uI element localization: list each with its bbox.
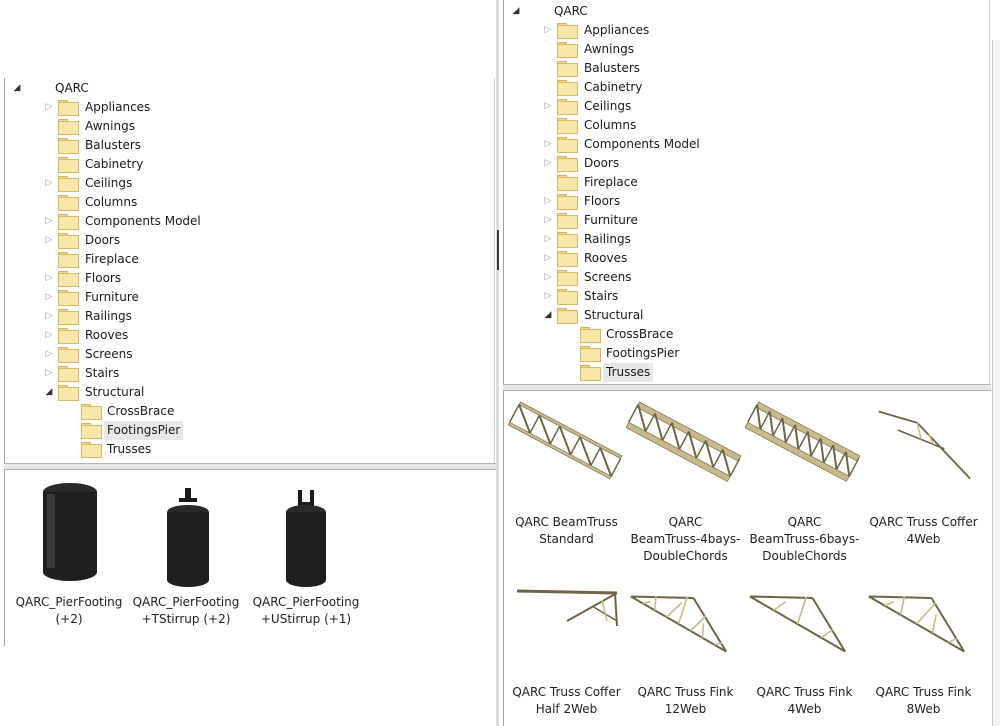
folder-icon <box>58 214 78 229</box>
folder-icon <box>580 327 600 342</box>
tree-item-label: Structural <box>584 308 644 322</box>
expand-arrow-icon[interactable]: ▷ <box>544 291 552 301</box>
tree-item-cabinetry[interactable] <box>12 155 452 174</box>
thumb-card[interactable] <box>507 566 626 726</box>
tree-item-screens[interactable] <box>12 345 452 364</box>
tree-item-label: Trusses <box>107 442 152 456</box>
folder-icon <box>58 347 78 362</box>
tree-item-label: Trusses <box>603 363 653 382</box>
folder-icon <box>557 270 577 285</box>
tree-item-label: Columns <box>584 118 637 132</box>
tree-item-railings[interactable] <box>12 307 452 326</box>
tree-item-label: Appliances <box>85 100 151 114</box>
tree-item-rooves[interactable] <box>12 326 452 345</box>
left-panel-scroll-edge <box>494 78 495 465</box>
window-divider <box>496 0 499 726</box>
folder-icon <box>580 346 600 361</box>
tree-item-label: Floors <box>584 194 621 208</box>
tree-item-label: Rooves <box>584 251 628 265</box>
truss-fink-12web-icon <box>626 566 746 666</box>
expand-arrow-icon[interactable]: ▷ <box>45 273 53 283</box>
thumb-label: QARC Truss Coffer 4Web <box>869 515 978 546</box>
background-window-edge <box>992 40 1000 726</box>
truss-coffer-half-icon <box>507 566 627 666</box>
tree-item-label: Railings <box>584 232 631 246</box>
tree-item-label: Floors <box>85 271 122 285</box>
tree-item-label: Doors <box>85 233 121 247</box>
tree-item-label: Railings <box>85 309 132 323</box>
tree-item-label: Ceilings <box>584 99 632 113</box>
tree-item-fireplace[interactable] <box>12 250 452 269</box>
expand-arrow-icon[interactable]: ▷ <box>544 158 552 168</box>
folder-icon <box>58 366 78 381</box>
expand-arrow-icon[interactable]: ▷ <box>45 368 53 378</box>
folder-icon <box>557 118 577 133</box>
tree-item-fireplace[interactable] <box>511 173 951 192</box>
tree-item-label: Screens <box>584 270 632 284</box>
folder-icon <box>58 233 78 248</box>
tree-item-label: Awnings <box>584 42 634 56</box>
left-tree-panel <box>4 78 496 465</box>
tree-item-label: Appliances <box>584 23 650 37</box>
collapse-arrow-icon[interactable]: ◢ <box>512 6 520 16</box>
thumb-card[interactable] <box>745 566 864 726</box>
truss-fink-4web-icon <box>745 566 865 666</box>
folder-icon <box>58 119 78 134</box>
expand-arrow-icon[interactable]: ▷ <box>544 234 552 244</box>
thumb-card[interactable] <box>246 470 366 640</box>
thumb-label: QARC_PierFooting +UStirrup (+1) <box>252 595 360 626</box>
thumb-label: QARC Truss Fink 12Web <box>637 685 734 716</box>
right-panel-border <box>503 0 504 384</box>
pier-footing-tstirrup-icon <box>161 488 221 598</box>
folder-icon <box>58 176 78 191</box>
expand-arrow-icon[interactable]: ▷ <box>544 272 552 282</box>
expand-arrow-icon[interactable]: ▷ <box>45 216 53 226</box>
tree-item-balusters[interactable] <box>511 59 951 78</box>
tree-item-balusters[interactable] <box>12 136 452 155</box>
right-splitter[interactable] <box>503 384 991 391</box>
thumb-card[interactable] <box>126 470 246 640</box>
folder-icon <box>557 213 577 228</box>
folder-icon <box>557 156 577 171</box>
tree-item-footingspier[interactable] <box>12 421 452 440</box>
collapse-arrow-icon[interactable]: ◢ <box>544 310 552 320</box>
folder-icon <box>557 232 577 247</box>
tree-item-label: Rooves <box>85 328 129 342</box>
expand-arrow-icon[interactable]: ▷ <box>544 101 552 111</box>
folder-icon <box>81 404 101 419</box>
tree-item-label: FootingsPier <box>606 346 680 360</box>
truss-coffer-4web-icon <box>864 401 984 501</box>
folder-icon <box>58 195 78 210</box>
thumb-card[interactable] <box>626 566 745 726</box>
expand-arrow-icon[interactable]: ▷ <box>544 196 552 206</box>
thumb-label: QARC BeamTruss Standard <box>515 515 618 546</box>
beam-truss-6bays-icon <box>745 401 865 501</box>
thumb-card[interactable] <box>864 401 983 561</box>
tree-item-label: Furniture <box>85 290 139 304</box>
tree-item-appliances[interactable] <box>12 98 452 117</box>
tree-item-label: CrossBrace <box>606 327 674 341</box>
folder-icon <box>557 137 577 152</box>
tree-item-awnings[interactable] <box>511 40 951 59</box>
pier-footing-ustirrup-icon <box>282 488 342 598</box>
expand-arrow-icon[interactable]: ▷ <box>544 139 552 149</box>
folder-icon <box>58 100 78 115</box>
tree-item-furniture[interactable] <box>12 288 452 307</box>
tree-item-label: Columns <box>85 195 138 209</box>
beam-truss-standard-icon <box>507 401 627 501</box>
thumb-card[interactable] <box>864 566 983 726</box>
tree-item-stairs[interactable] <box>12 364 452 383</box>
folder-icon <box>58 271 78 286</box>
tree-item-awnings[interactable] <box>12 117 452 136</box>
folder-icon <box>557 61 577 76</box>
tree-item-crossbrace[interactable] <box>511 325 951 344</box>
folder-icon <box>81 423 101 438</box>
tree-item-label: Furniture <box>584 213 638 227</box>
tree-item-label: Balusters <box>85 138 142 152</box>
tree-item-doors[interactable] <box>511 154 951 173</box>
expand-arrow-icon[interactable]: ▷ <box>544 215 552 225</box>
tree-item-trusses[interactable] <box>12 440 452 459</box>
folder-icon <box>58 309 78 324</box>
folder-icon <box>557 80 577 95</box>
tree-item-columns[interactable] <box>12 193 452 212</box>
tree-root-label: QARC <box>55 81 89 95</box>
tree-item-doors[interactable] <box>12 231 452 250</box>
folder-icon <box>557 42 577 57</box>
tree-item-components-model[interactable] <box>12 212 452 231</box>
tree-item-label: Structural <box>85 385 145 399</box>
folder-icon <box>58 157 78 172</box>
tree-item-structural[interactable] <box>12 383 452 402</box>
folder-icon <box>58 385 78 400</box>
thumb-card[interactable] <box>626 401 745 561</box>
tree-item-railings[interactable] <box>511 230 951 249</box>
tree-item-stairs[interactable] <box>511 287 951 306</box>
tree-item-label: Screens <box>85 347 133 361</box>
expand-arrow-icon[interactable]: ▷ <box>45 292 53 302</box>
tree-item-structural[interactable] <box>511 306 951 325</box>
tree-item-label: Stairs <box>85 366 120 380</box>
tree-item-components-model[interactable] <box>511 135 951 154</box>
tree-item-label: Fireplace <box>85 252 139 266</box>
tree-item-furniture[interactable] <box>511 211 951 230</box>
tree-item-label: Balusters <box>584 61 641 75</box>
folder-icon <box>557 23 577 38</box>
thumb-card[interactable] <box>745 401 864 561</box>
tree-item-label: Awnings <box>85 119 135 133</box>
left-thumbnail-panel <box>4 470 496 646</box>
thumb-label: QARC Truss Fink 8Web <box>875 685 972 716</box>
folder-icon <box>58 328 78 343</box>
tree-item-label: FootingsPier <box>104 421 183 440</box>
thumb-card[interactable] <box>4 470 134 640</box>
thumb-card[interactable] <box>507 401 626 561</box>
tree-item-label: Cabinetry <box>85 157 144 171</box>
tree-item-appliances[interactable] <box>511 21 951 40</box>
tree-item-columns[interactable] <box>511 116 951 135</box>
folder-icon <box>58 290 78 305</box>
tree-item-screens[interactable] <box>511 268 951 287</box>
folder-icon <box>58 252 78 267</box>
expand-arrow-icon[interactable]: ▷ <box>544 253 552 263</box>
tree-item-label: Ceilings <box>85 176 133 190</box>
tree-item-floors[interactable] <box>511 192 951 211</box>
tree-item-crossbrace[interactable] <box>12 402 452 421</box>
folder-icon <box>557 308 577 323</box>
collapse-arrow-icon[interactable]: ◢ <box>45 387 53 397</box>
expand-arrow-icon[interactable]: ▷ <box>544 25 552 35</box>
left-splitter[interactable] <box>4 463 496 470</box>
right-thumb-border <box>503 391 504 726</box>
collapse-arrow-icon[interactable]: ◢ <box>13 83 21 93</box>
beam-truss-4bays-icon <box>626 401 746 501</box>
tree-item-cabinetry[interactable] <box>511 78 951 97</box>
folder-icon <box>58 138 78 153</box>
tree-item-trusses[interactable] <box>511 363 951 382</box>
folder-icon <box>580 365 600 380</box>
tree-item-ceilings[interactable] <box>511 97 951 116</box>
expand-arrow-icon[interactable]: ▷ <box>45 102 53 112</box>
tree-item-label: Components Model <box>85 214 201 228</box>
folder-icon <box>557 194 577 209</box>
right-tree-panel <box>503 0 991 384</box>
folder-icon <box>557 289 577 304</box>
left-panel-border <box>4 78 5 465</box>
thumb-label: QARC Truss Coffer Half 2Web <box>512 685 621 716</box>
tree-item-label: Doors <box>584 156 620 170</box>
expand-arrow-icon[interactable]: ▷ <box>45 311 53 321</box>
window-divider-grip[interactable] <box>497 230 499 270</box>
right-panel-scroll-edge <box>989 0 990 384</box>
thumb-label: QARC BeamTruss-4bays- DoubleChords <box>630 515 741 563</box>
right-thumbnail-panel <box>503 391 991 726</box>
thumb-label: QARC Truss Fink 4Web <box>756 685 853 716</box>
tree-item-label: Stairs <box>584 289 619 303</box>
thumb-label: QARC_PierFooting (+2) <box>15 595 123 626</box>
tree-root-label: QARC <box>554 4 588 18</box>
tree-item-label: Cabinetry <box>584 80 643 94</box>
expand-arrow-icon[interactable]: ▷ <box>45 235 53 245</box>
tree-item-label: Components Model <box>584 137 700 151</box>
tree-item-label: Fireplace <box>584 175 638 189</box>
tree-item-footingspier[interactable] <box>511 344 951 363</box>
pier-footing-cylinder-icon <box>37 480 107 590</box>
expand-arrow-icon[interactable]: ▷ <box>45 349 53 359</box>
folder-icon <box>81 442 101 457</box>
tree-item-label: CrossBrace <box>107 404 175 418</box>
thumb-label: QARC_PierFooting +TStirrup (+2) <box>132 595 240 626</box>
tree-item-rooves[interactable] <box>511 249 951 268</box>
expand-arrow-icon[interactable]: ▷ <box>45 178 53 188</box>
tree-item-ceilings[interactable] <box>12 174 452 193</box>
expand-arrow-icon[interactable]: ▷ <box>45 330 53 340</box>
folder-icon <box>557 99 577 114</box>
thumb-label: QARC BeamTruss-6bays- DoubleChords <box>749 515 860 563</box>
tree-item-floors[interactable] <box>12 269 452 288</box>
folder-icon <box>557 251 577 266</box>
folder-icon <box>557 175 577 190</box>
truss-fink-8web-icon <box>864 566 984 666</box>
